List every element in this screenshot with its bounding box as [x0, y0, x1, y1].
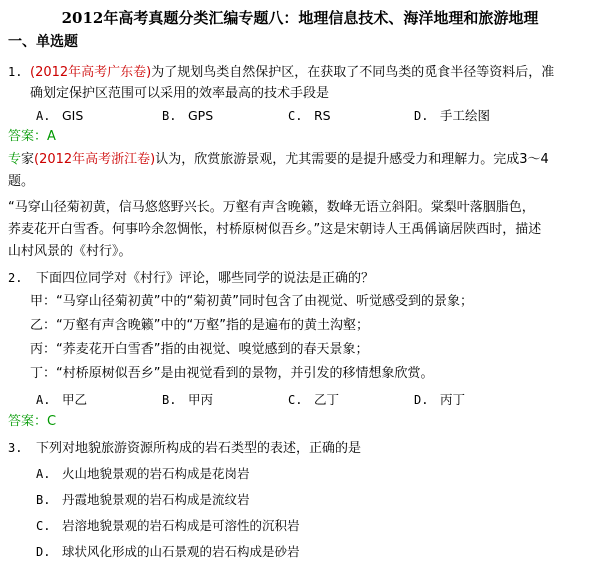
q2-answer: 答案：C [8, 414, 57, 429]
exam-source: (2012年高考广东卷) [30, 65, 152, 80]
q2-option-b: B. 甲丙 [162, 392, 214, 407]
section-heading: 一、单选题 [8, 34, 78, 50]
q1-option-b: B. GPS [162, 108, 214, 123]
question-1-line-1 [8, 62, 554, 83]
q3-option-c: C. 岩溶地貌景观的岩石构成是可溶性的沉积岩 [36, 518, 300, 533]
question-1-line-2: 确划定保护区范围可以采用的效率最高的技术手段是 [30, 86, 330, 101]
watermark-char: 专 [8, 152, 22, 167]
q3-option-a: A. 火山地貌景观的岩石构成是花岗岩 [36, 466, 250, 481]
statement-bing: 丙：“荞麦花开白雪香”指的由视觉、嗅觉感到的春天景象； [30, 342, 369, 357]
q1-option-d: D. 手工绘图 [414, 108, 491, 123]
statement-yi: 乙：“万壑有声含晚籁”中的“万壑”指的是遍布的黄土沟壑； [30, 318, 369, 333]
exam-source: (2012年高考浙江卷) [34, 152, 156, 167]
question-stem: 为了规划鸟类自然保护区，在获取了不同鸟类的觅食半径等资料后，准 [151, 65, 555, 80]
poem-line-3: 山村风景的《村行》。 [8, 244, 132, 259]
statement-ding: 丁：“村桥原树似吾乡”是由视觉看到的景物，并引发的移情想象欣赏。 [30, 366, 434, 381]
question-3-stem: 3. 下列对地貌旅游资源所构成的岩石类型的表述，正确的是 [8, 438, 361, 459]
q3-option-d: D. 球状风化形成的山石景观的岩石构成是砂岩 [36, 544, 300, 559]
question-number: 2. [8, 271, 23, 285]
q2-option-d: D. 丙丁 [414, 392, 466, 407]
q1-answer: 答案：A [8, 129, 56, 144]
question-number: 3. [8, 441, 23, 455]
q1-option-c: C. RS [288, 108, 331, 123]
q1-option-a: A. GIS [36, 108, 84, 123]
statement-jia: 甲：“马穿山径菊初黄”中的“菊初黄”同时包含了由视觉、听觉感受到的景象； [30, 294, 473, 309]
q2-option-a: A. 甲乙 [36, 392, 88, 407]
question-2-stem: 2. 下面四位同学对《村行》评论，哪些同学的说法是正确的？ [8, 268, 374, 289]
q3-option-b: B. 丹霞地貌景观的岩石构成是流纹岩 [36, 492, 250, 507]
passage-intro-line-2: 题。 [8, 174, 35, 189]
poem-line-2: 荞麦花开白雪香。何事吟余忽惆怅，村桥原树似吾乡。”这是宋朝诗人王禹偁谪居陕西时，描述 [8, 222, 542, 237]
question-number: 1. [8, 65, 23, 79]
q2-option-c: C. 乙丁 [288, 392, 340, 407]
poem-line-1: “马穿山径菊初黄，信马悠悠野兴长。万壑有声含晚籁，数峰无语立斜阳。棠梨叶落胭脂色， [8, 200, 535, 215]
passage-intro-line-1: 专家(2012年高考浙江卷)认为，欣赏旅游景观，尤其需要的是提升感受力和理解力。完成3～4 [8, 152, 549, 167]
document-title: 2012年高考真题分类汇编专题八：地理信息技术、海洋地理和旅游地理 [61, 9, 539, 27]
